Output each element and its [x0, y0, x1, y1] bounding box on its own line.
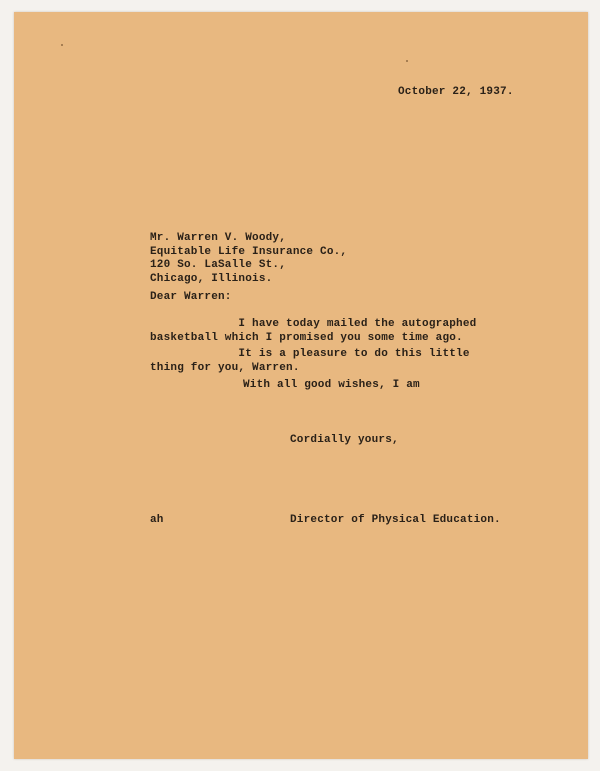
paper-speck	[61, 44, 63, 46]
address-line: Mr. Warren V. Woody,	[150, 232, 287, 244]
address-line: 120 So. LaSalle St.,	[150, 259, 287, 271]
paper-speck	[406, 60, 408, 62]
address-line: Chicago, Illinois.	[150, 272, 273, 285]
paragraph-line: It is a pleasure to do this little	[150, 348, 470, 360]
recipient-address	[150, 232, 347, 286]
address-line: Equitable Life Insurance Co.,	[150, 245, 348, 258]
signature-title: Director of Physical Education.	[290, 514, 501, 526]
letter-date: October 22, 1937.	[398, 86, 514, 98]
paragraph-line: thing for you, Warren.	[150, 361, 300, 374]
typist-initials: ah	[150, 514, 164, 526]
complimentary-close: Cordially yours,	[290, 434, 399, 446]
body-paragraph-2	[150, 348, 470, 375]
body-paragraph-3: With all good wishes, I am	[243, 379, 420, 391]
paragraph-line: basketball which I promised you some time ago.	[150, 331, 463, 344]
body-paragraph-1	[150, 318, 476, 345]
salutation: Dear Warren:	[150, 291, 232, 303]
paragraph-line: I have today mailed the autographed	[150, 318, 477, 330]
